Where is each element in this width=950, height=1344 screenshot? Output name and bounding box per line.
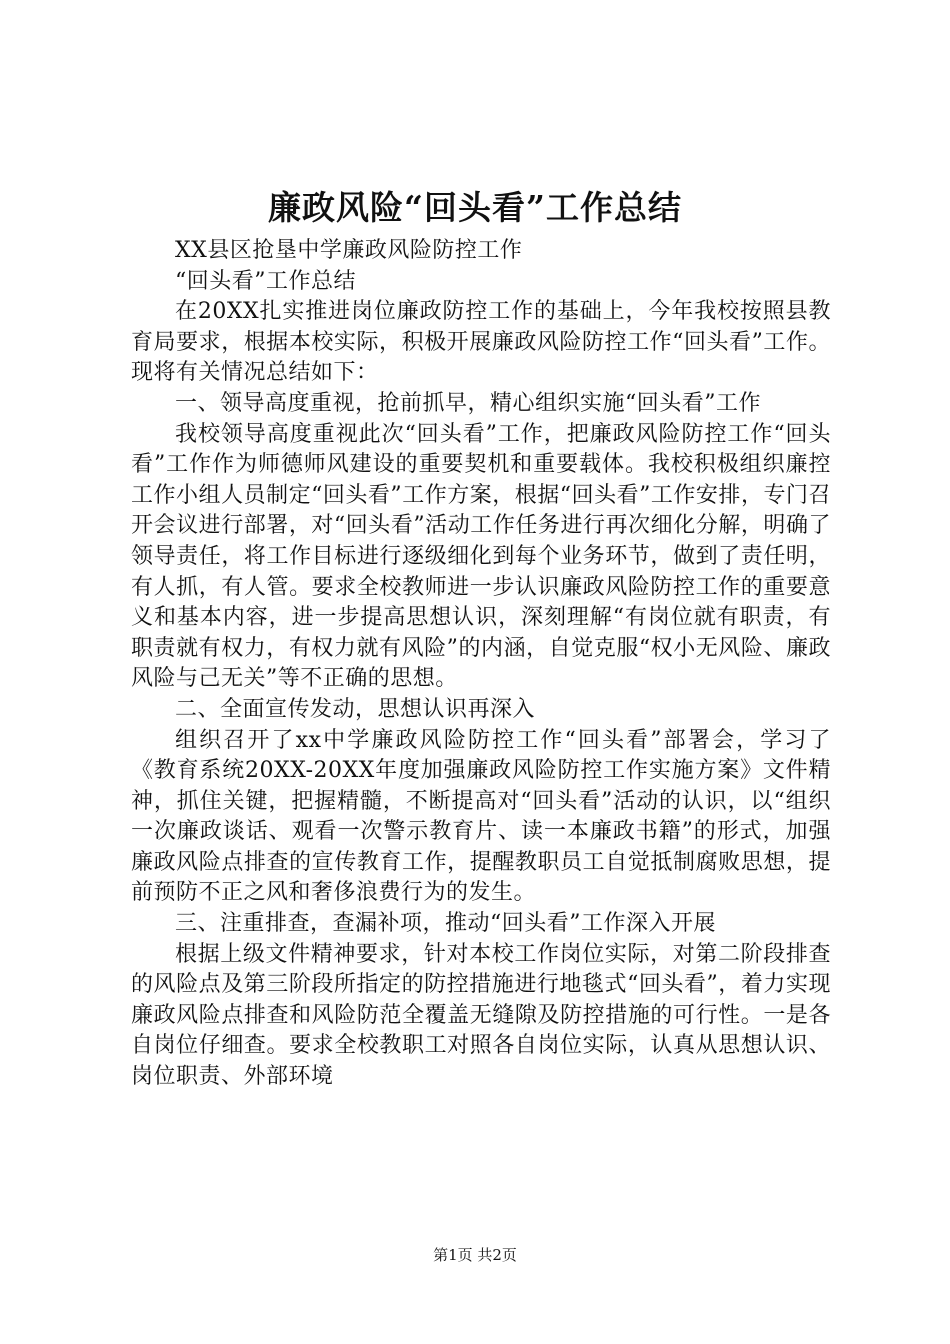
body-paragraph-intro: 在20XX扎实推进岗位廉政防控工作的基础上，今年我校按照县教育局要求，根据本校实际，积极开展廉政风险防控工作“回头看”工作。现将有关情况总结如下： (131, 299, 831, 386)
document-title: 廉政风险“回头看”工作总结 (268, 188, 682, 227)
body-paragraph-heading-line-1: XX县区抢垦中学廉政风险防控工作 (175, 238, 523, 263)
document-body (131, 236, 831, 1093)
body-paragraph-section-1: 我校领导高度重视此次“回头看”工作，把廉政风险防控工作“回头看”工作作为师德师风建设的重要契机和重要载体。我校积极组织廉控工作小组人员制定“回头看”工作方案，根据“回头看”工作安排，专门召开会议进行部署，对“回头看”活动工作任务进行再次细化分解，明确了领导责任，将工作目标进行逐级细化到每个业务环节，做到了责任明，有人抓，有人管。要求全校教师进一步认识廉政风险防控工作的重要意义和基本内容，进一步提高思想认识，深刻理解“有岗位就有职责，有职责就有权力，有权力就有风险”的内涵，自觉克服“权小无风险、廉政风险与己无关”等不正确的思想。 (131, 421, 831, 692)
body-paragraph-heading-line-2: “回头看”工作总结 (175, 268, 356, 294)
section-heading-1: 一、领导高度重视，抢前抓早，精心组织实施“回头看”工作 (175, 390, 761, 416)
section-heading-2: 二、全面宣传发动，思想认识再深入 (175, 696, 536, 722)
page-footer: 第1页 共2页 (433, 1246, 517, 1264)
section-heading-3: 三、注重排查，查漏补项，推动“回头看”工作深入开展 (175, 911, 716, 937)
body-paragraph-section-2: 组织召开了xx中学廉政风险防控工作“回头看”部署会，学习了《教育系统20XX-20XX年度加强廉政风险防控工作实施方案》文件精神，抓住关键，把握精髓，不断提高对“回头看”活动的认识，以“组织一次廉政谈话、观看一次警示教育片、读一本廉政书籍”的形式，加强廉政风险点排查的宣传教育工作，提醒教职员工自觉抵制腐败思想，提前预防不正之风和奢侈浪费行为的发生。 (131, 727, 831, 906)
body-paragraph-section-3: 根据上级文件精神要求，针对本校工作岗位实际，对第二阶段排查的风险点及第三阶段所指定的防控措施进行地毯式“回头看”，着力实现廉政风险点排查和风险防范全覆盖无缝隙及防控措施的可行性。一是各自岗位仔细查。要求全校教职工对照各自岗位实际，认真从思想认识、岗位职责、外部环境 (131, 941, 831, 1090)
